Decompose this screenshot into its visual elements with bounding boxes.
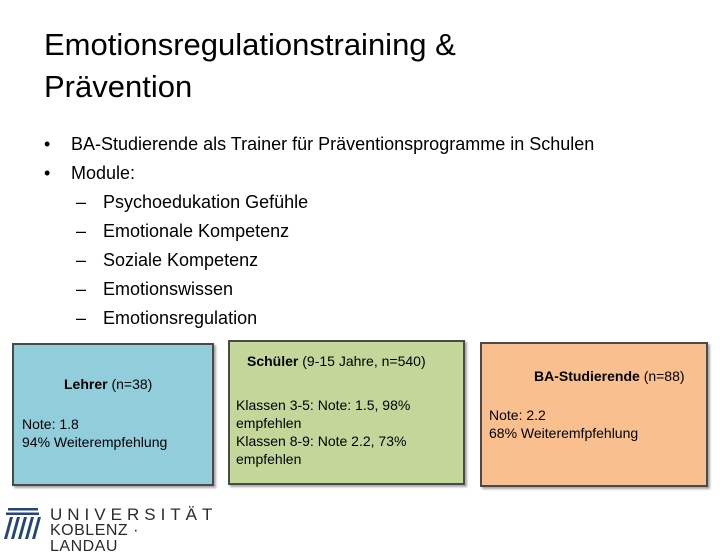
lehrer-box-line: 94% Weiterempfehlung (22, 434, 168, 450)
ba-box-n: (n=88) (643, 368, 685, 384)
bullet-item: • BA-Studierende als Trainer für Präventionsprogramme in Schulen (44, 130, 704, 159)
module-item: – Soziale Kompetenz (44, 246, 704, 275)
module-item: – Emotionale Kompetenz (44, 217, 704, 246)
lehrer-box-label: Lehrer (64, 376, 108, 392)
lehrer-box-body (22, 415, 208, 451)
logo-university-text: UNIVERSITÄT (50, 505, 218, 524)
module-item: – Emotionsregulation (44, 304, 704, 333)
logo-location-text: KOBLENZ · LANDAU (50, 522, 139, 555)
module-item: – Psychoedukation Gefühle (44, 188, 704, 217)
bullet-list (44, 130, 704, 333)
ba-box (480, 342, 708, 487)
schueler-box (228, 340, 465, 485)
lehrer-box-line: Note: 1.8 (22, 416, 79, 432)
bullet-item: • Module: (44, 159, 704, 188)
ba-box-label: BA-Studierende (534, 368, 640, 384)
lehrer-box-n: (n=38) (111, 376, 153, 392)
slide-title-line1: Emotionsregulationstraining & (44, 27, 456, 62)
ba-box-heading (534, 367, 685, 385)
slide-title-line2: Prävention (44, 69, 193, 104)
module-item: – Emotionswissen (44, 275, 704, 304)
schueler-box-body (236, 396, 458, 468)
schueler-box-line: Klassen 3-5: Note: 1.5, 98% (236, 397, 411, 413)
university-logo (2, 505, 218, 555)
lehrer-box-heading (64, 375, 152, 393)
ba-box-body (489, 406, 703, 442)
lehrer-box (12, 343, 214, 486)
university-logo-mark-icon (2, 505, 42, 539)
ba-box-line: Note: 2.2 (489, 407, 546, 423)
schueler-box-n: (9-15 Jahre, n=540) (302, 353, 426, 369)
schueler-box-line: empfehlen (236, 451, 302, 467)
ba-box-line: 68% Weiteremfpfehlung (489, 425, 639, 441)
schueler-box-label: Schüler (247, 353, 299, 369)
schueler-box-line: Klassen 8-9: Note 2.2, 73% (236, 433, 407, 449)
schueler-box-heading (247, 352, 426, 370)
slide-title (44, 24, 684, 108)
schueler-box-line: empfehlen (236, 415, 302, 431)
